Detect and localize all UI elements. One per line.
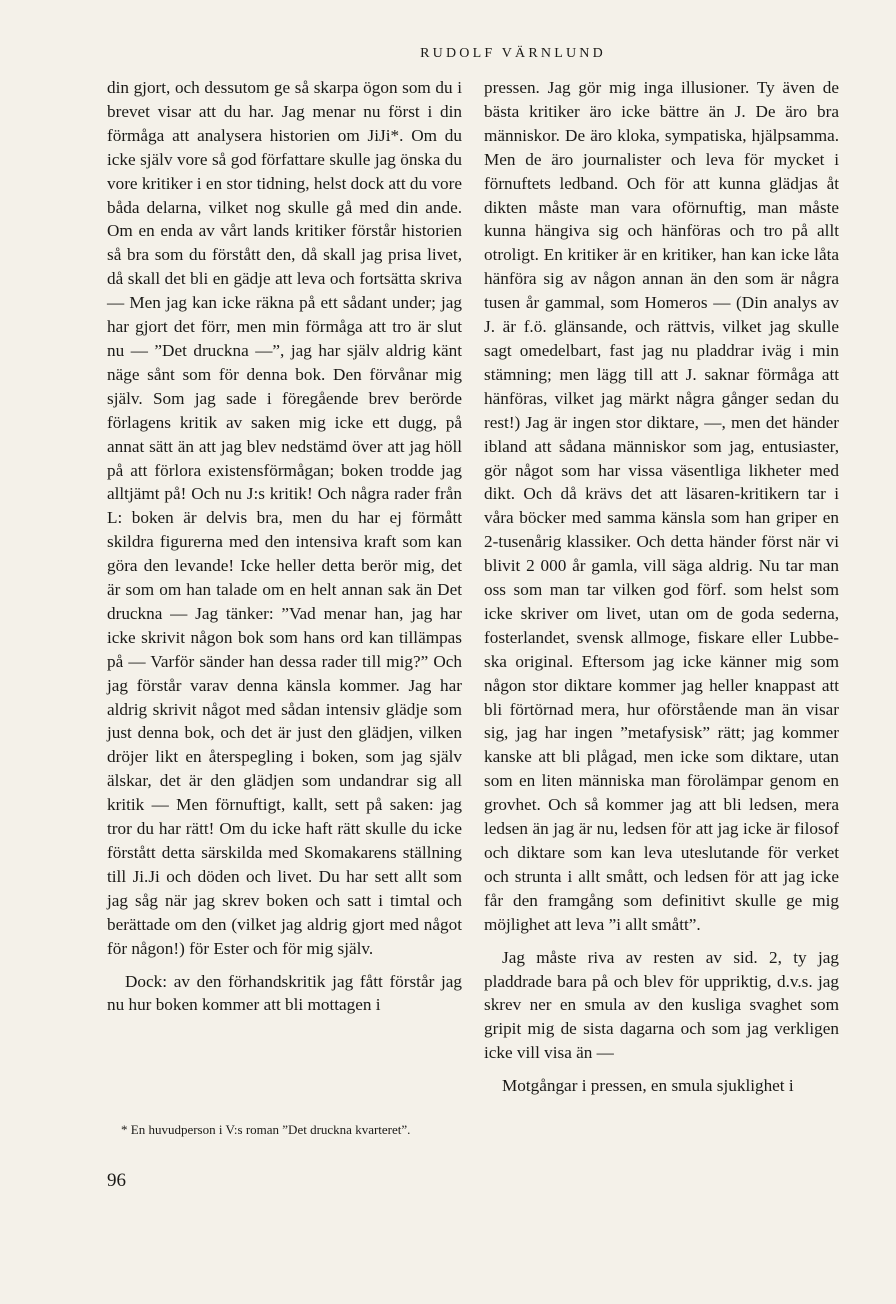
left-column bbox=[107, 76, 462, 1017]
paragraph: Dock: av den förhandskritik jag fått förstår jag nu hur boken kommer att bli mottagen i bbox=[107, 971, 462, 1015]
footnote: * En huvudperson i V:s roman ”Det druckna kvarteret”. bbox=[121, 1122, 411, 1137]
paragraph: Jag måste riva av resten av sid. 2, ty jag pladdrade bara på och blev för uppriktig, d.v.s. jag skrev ner en smula av den kusliga svaghet som gripit mig de sista dagarna och som jag verkligen icke vill visa än — bbox=[484, 947, 839, 1063]
paragraph: pressen. Jag gör mig inga illusioner. Ty även de bästa kritiker äro icke bättre än J. De äro bra människor. De äro kloka, sympatiska, hjälpsamma. Men de äro journalister och leva för mycket i förnuftets ledband. Och för att kunna glädjas åt dikten måste man vara oförnuftig, man måste kunna hängiva sig och hänföras och tro på allt otroligt. En kritiker är en kritiker, han kan icke låta hänföra sig av någon annan än den som är några tusen år gammal, som Homeros — (Din analys av J. är f.ö. glänsande, och rättvis, vilket jag skulle sagt omedelbart, fast jag nu pladdrar iväg i min stämning; men lägg till att J. saknar förmåga att hänföras, vilket jag märkt några gånger sedan du rest!) Jag är ingen stor diktare, —, men det händer ibland att sådana människor som jag, entusiaster, gör något som har vissa väsentliga likheter med dikt. Och då krävs det att läsaren-kritikern tar i våra böcker med samma känsla som han griper en 2-tusenårig klassiker. Och detta händer först när vi blivit 2 000 år gamla, vill säga aldrig. Nu tar man oss som man tar vilken god förf. som helst som icke skriver om livet, utan om de goda sederna, fosterlandet, svensk allmoge, fiskare eller Lubbe-ska original. Eftersom jag icke känner mig som någon stor diktare kommer jag heller knappast att bli förtörnad mera, hur oförstående man än visar sig, jag har ingen ”metafysisk” rätt; jag kommer kanske att bli plågad, men icke som diktare, utan som en liten människa man förolämpar genom en grovhet. Och så kommer jag att bli ledsen, mera ledsen än jag är nu, ledsen för att jag icke är filosof och diktare som kan leva uteslutande för verket och strunta i allt smått, och ledsen för att jag icke får den framgång som definitivt skulle ge mig möjlighet att leva ”i allt smått”. bbox=[484, 78, 839, 934]
right-column bbox=[484, 76, 839, 1098]
paragraph: Motgångar i pressen, en smula sjuklighet i bbox=[502, 1076, 794, 1096]
paragraph: din gjort, och dessutom ge så skarpa ögon som du i brevet visar att du har. Jag menar nu först i din förmåga att analysera historien om JiJi*. Om du icke själv vore så god författare skulle jag önska du vore kritiker i en stor tidning, helst dock att du vore båda delarna, vilket nog skulle gå med din ande. Om en enda av vårt lands kritiker förstår historien så bra som du förstått den, då skall jag prisa livet, då skall det bli en gädje att leva och fortsätta skriva — Men jag kan icke räkna på ett sådant under; jag har gjort det förr, men min förmåga att tro är slut nu — ”Det druckna —”, jag har själv aldrig känt näge sånt som för denna bok. Den förvånar mig själv. Som jag sade i föregående brev berörde förlagens kritik av saken mig icke ett dugg, på annat sätt än att jag blev nedstämd över att jag höll på att förlora existensförmågan; boken trodde jag alltjämt på! Och nu J:s kritik! Och några rader från L: boken är delvis bra, men du har ej förmått skildra figurerna med den intensiva kraft som kan göra den levande! Icke heller detta berör mig, det är som om han talade om en helt annan sak än Det druckna — Jag tänker: ”Vad menar han, jag har icke skrivit någon bok som hans ord kan tillämpas på — Varför sänder han dessa rader till mig?” Och jag förstår varav denna känsla kommer. Jag har aldrig skrivit något med sådan intensiv glädje som just denna bok, och det är just den glädjen, vilken dröjer likt en återspegling i boken, som jag själv älskar, det är den glädjen som undandrar sig all kritik — Men förnuftigt, kallt, sett på saken: jag tror du har rätt! Om du icke haft rätt skulle du icke förstått detta särskilda med Skomakarens ställning till Ji.Ji och döden och livet. Du har sett allt som jag såg när jag skrev boken och satt i timtal och berättade om den (vilket jag aldrig gjort med något för någon!) för Ester och för mig själv. bbox=[107, 78, 462, 958]
page-number: 96 bbox=[107, 1170, 126, 1191]
running-head: RUDOLF VÄRNLUND bbox=[420, 46, 606, 61]
